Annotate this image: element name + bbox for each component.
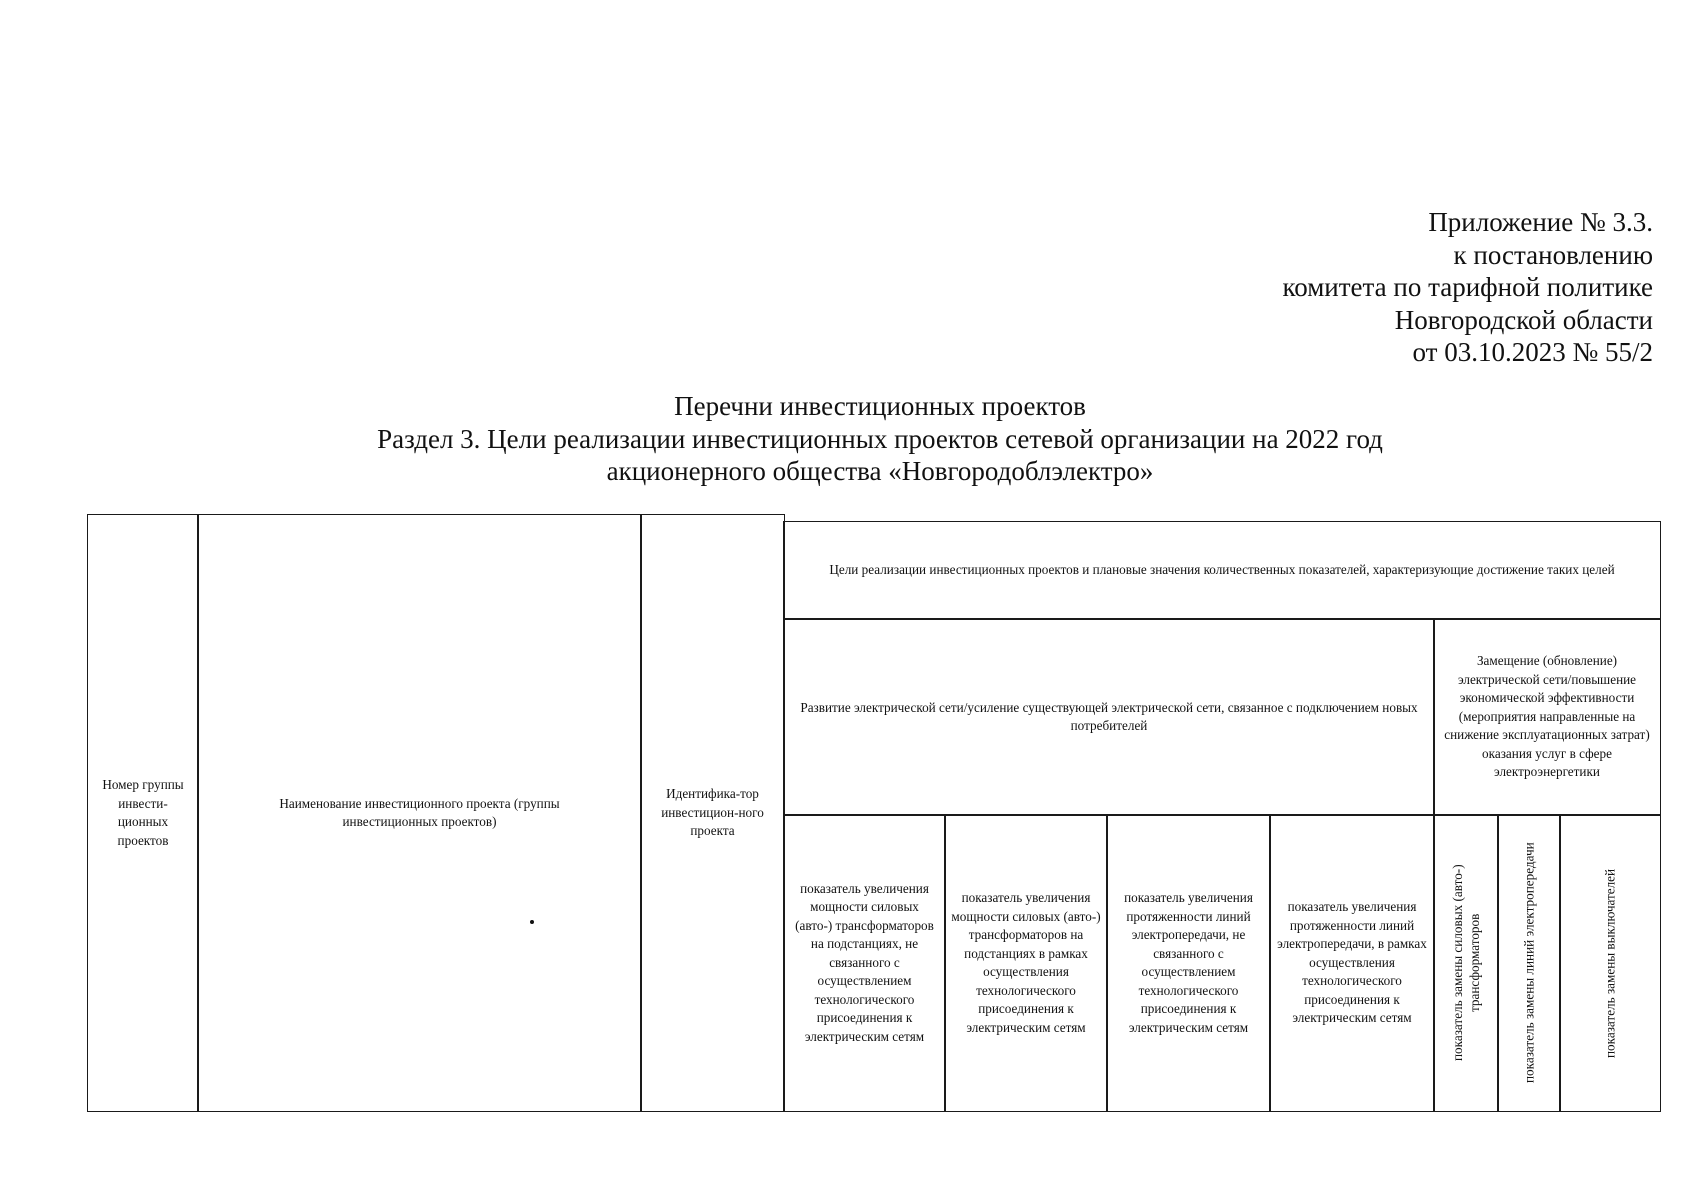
indicator-breaker-replacement: показатель замены выключателей [1559, 814, 1661, 1112]
appendix-line-3: комитета по тарифной политике [1282, 272, 1653, 302]
appendix-block [1282, 206, 1653, 369]
document-title: Перечни инвестиционных проектов [674, 391, 1086, 421]
appendix-line-4: Новгородской области [1394, 304, 1653, 335]
section-title: Раздел 3. Цели реализации инвестиционных проектов сетевой организации на 2022 год [377, 423, 1383, 454]
header-project-name: Наименование инвестиционного проекта (группы инвестиционных проектов) [197, 514, 642, 1112]
header-grid-development: Развитие электрической сети/усиление существующей электрической сети, связанное с подключением новых потребителей [783, 618, 1435, 816]
scan-speck [530, 920, 534, 924]
indicator-line-length-connection: показатель увеличения протяженности линий электропередачи, в рамках осуществления технологического присоединения к электрическим сетям [1269, 814, 1435, 1112]
header-grid-replacement: Замещение (обновление) электрической сети/повышение экономической эффективности (мероприятия направленные на снижение эксплуатационных затрат) оказания услуг в сфере электроэнергетики [1433, 618, 1661, 816]
appendix-line-1: Приложение № 3.3. [1428, 207, 1653, 237]
indicator-line-replacement: показатель замены линий электропередачи [1497, 814, 1561, 1112]
document-title-block [0, 390, 1695, 488]
header-project-identifier: Идентифика-тор инвестицион-ного проекта [640, 514, 785, 1112]
appendix-line-5: от 03.10.2023 № 55/2 [1412, 337, 1653, 367]
indicator-transformer-capacity-connection: показатель увеличения мощности силовых (авто-) трансформаторов на подстанциях в рамках осуществления технологического присоединения к электрическим сетям [944, 814, 1108, 1112]
header-goals: Цели реализации инвестиционных проектов и плановые значения количественных показателей, характеризующие достижение таких целей [783, 521, 1661, 620]
appendix-line-2: к постановлению [1453, 239, 1653, 270]
indicator-transformer-capacity-non-connection: показатель увеличения мощности силовых (авто-) трансформаторов на подстанциях, не связанного с осуществлением технологического присоединения к электрическим сетям [783, 814, 946, 1112]
header-group-number: Номер группы инвести-ционных проектов [87, 514, 199, 1112]
indicator-transformer-replacement: показатель замены силовых (авто-) трансформаторов [1433, 814, 1499, 1112]
indicator-line-length-non-connection: показатель увеличения протяженности линий электропередачи, не связанного с осуществлением технологического присоединения к электрическим сетям [1106, 814, 1271, 1112]
organization-title: акционерного общества «Новгородоблэлектро» [606, 456, 1154, 486]
